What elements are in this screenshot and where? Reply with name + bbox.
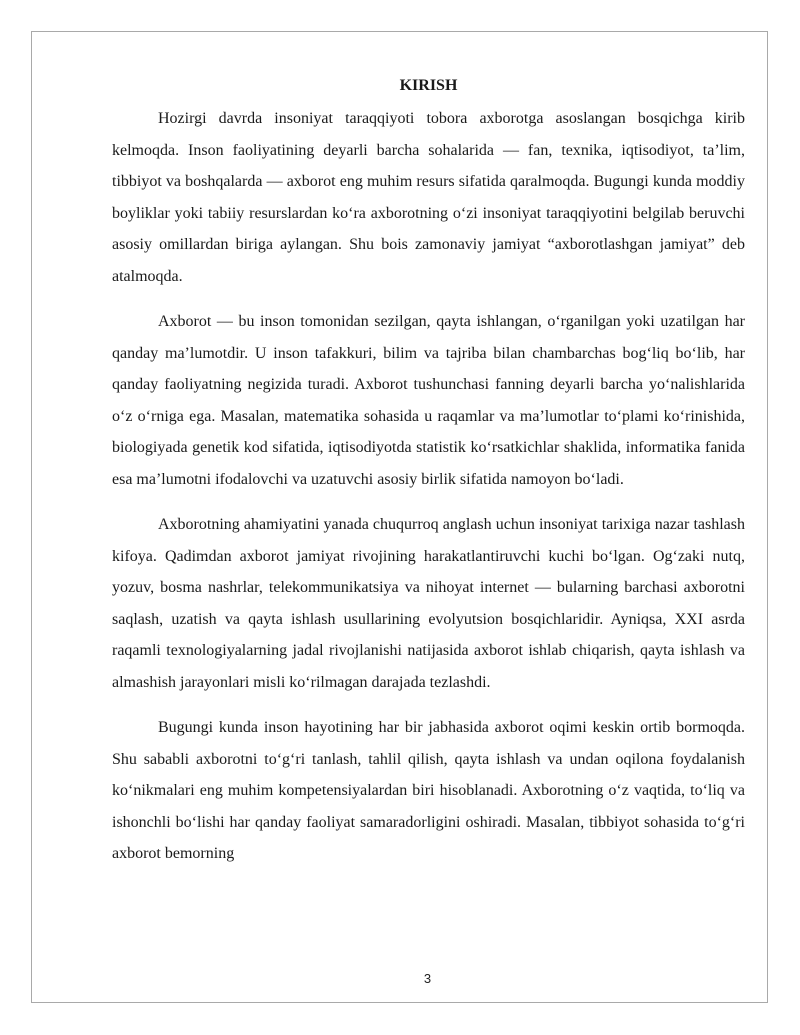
- paragraph-4: Bugungi kunda inson hayotining har bir jabhasida axborot oqimi keskin ortib bormoqda. Shu sababli axborotni to‘g‘ri tanlash, tahlil qilish, qayta ishlash va undan oqilona foydalanish ko‘nikmalari eng muhim kompetensiyalardan biri hisoblanadi. Axborotning o‘z vaqtida, to‘liq va ishonchli bo‘lishi har qanday faoliyat samaradorligini oshiradi. Masalan, tibbiyot sohasida to‘g‘ri axborot bemorning: [112, 719, 745, 862]
- section-title: KIRISH: [399, 77, 458, 94]
- page-content: [112, 76, 745, 884]
- page-number: 3: [423, 971, 432, 986]
- paragraph-3: Axborotning ahamiyatini yanada chuqurroq anglash uchun insoniyat tarixiga nazar tashlash kifoya. Qadimdan axborot jamiyat rivojining harakatlantiruvchi kuchi bo‘lgan. Og‘zaki nutq, yozuv, bosma nashrlar, telekommunikatsiya va nihoyat internet — bularning barchasi axborotni saqlash, uzatish va qayta ishlash usullarining evolyutsion bosqichlaridir. Ayniqsa, XXI asrda raqamli texnologiyalarning jadal rivojlanishi natijasida axborot ishlab chiqarish, qayta ishlash va almashish jarayonlari misli ko‘rilmagan darajada tezlashdi.: [112, 516, 745, 691]
- paragraph-2: Axborot — bu inson tomonidan sezilgan, qayta ishlangan, o‘rganilgan yoki uzatilgan har qanday ma’lumotdir. U inson tafakkuri, bilim va tajriba bilan chambarchas bog‘liq bo‘lib, har qanday faoliyatning negizida turadi. Axborot tushunchasi fanning deyarli barcha yo‘nalishlarida o‘z o‘rniga ega. Masalan, matematika sohasida u raqamlar va ma’lumotlar to‘plami ko‘rinishida, biologiyada genetik kod sifatida, iqtisodiyotda statistik ko‘rsatkichlar shaklida, informatika fanida esa ma’lumotni ifodalovchi va uzatuvchi asosiy birlik sifatida namoyon bo‘ladi.: [112, 313, 745, 488]
- paragraph-1: Hozirgi davrda insoniyat taraqqiyoti tobora axborotga asoslangan bosqichga kirib kelmoqda. Inson faoliyatining deyarli barcha sohalarida — fan, texnika, iqtisodiyot, ta’lim, tibbiyot va boshqalarda — axborot eng muhim resurs sifatida qaralmoqda. Bugungi kunda moddiy boyliklar yoki tabiiy resurslardan ko‘ra axborotning o‘zi insoniyat taraqqiyotini belgilab beruvchi asosiy omillardan biriga aylangan. Shu bois zamonaviy jamiyat “axborotlashgan jamiyat” deb atalmoqda.: [112, 110, 745, 285]
- document-page: [31, 31, 768, 1003]
